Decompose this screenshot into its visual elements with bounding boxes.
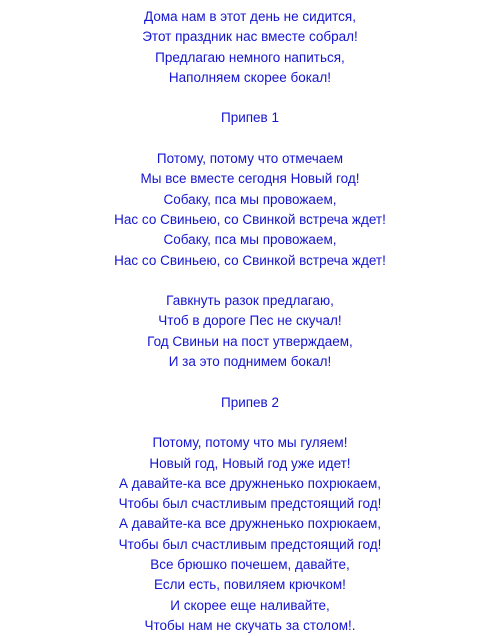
lyric-line: Новый год, Новый год уже идет! [149, 455, 351, 471]
lyric-line: Этот праздник нас вместе собрал! [142, 29, 358, 45]
lyric-line: Нас со Свиньею, со Свинкой встреча ждет! [114, 252, 386, 268]
chorus-heading: Припев 2 [220, 394, 279, 410]
verse-1 [0, 7, 500, 88]
stanza-gap [0, 372, 500, 392]
stanza-gap [0, 129, 500, 149]
lyric-line: Предлагаю немного напиться, [155, 49, 345, 65]
lyric-line: Собаку, пса мы провожаем, [163, 191, 337, 207]
lyric-line: Потому, потому что отмечаем [156, 151, 344, 167]
lyric-line: Дома нам в этот день не сидится, [144, 9, 356, 24]
lyric-line: Чтобы нам не скучать за столом!. [144, 617, 356, 633]
lyric-line: Чтобы был счастливым предстоящий год! [118, 496, 382, 512]
verse-2 [0, 291, 500, 372]
chorus-1-heading-block [0, 108, 500, 128]
lyric-line: А давайте-ка все дружненько похрюкаем, [119, 516, 381, 532]
lyric-line: Чтоб в дороге Пес не скучал! [158, 313, 342, 329]
lyric-line: Гавкнуть разок предлагаю, [166, 293, 334, 309]
lyric-line: Собаку, пса мы провожаем, [163, 232, 337, 248]
chorus-1 [0, 149, 500, 271]
lyric-line: Все брюшко почешем, давайте, [150, 557, 350, 573]
lyric-line: Если есть, повиляем крючком! [154, 577, 346, 593]
lyric-line: И скорее еще наливайте, [170, 597, 330, 613]
lyric-line: Нас со Свиньею, со Свинкой встреча ждет! [114, 211, 386, 227]
lyric-line: Наполняем скорее бокал! [168, 69, 332, 85]
lyric-line: Чтобы был счастливым предстоящий год! [118, 536, 382, 552]
lyric-line: И за это поднимем бокал! [168, 354, 332, 370]
stanza-gap [0, 88, 500, 108]
lyric-line: Год Свиньи на пост утверждаем, [147, 333, 353, 349]
chorus-heading: Припев 1 [220, 110, 279, 126]
lyric-line: А давайте-ка все дружненько похрюкаем, [119, 475, 381, 491]
chorus-2-heading-block [0, 393, 500, 413]
song-lyrics [0, 7, 500, 636]
lyric-line: Потому, потому что мы гуляем! [152, 435, 348, 451]
stanza-gap [0, 271, 500, 291]
stanza-gap [0, 413, 500, 433]
lyric-line: Мы все вместе сегодня Новый год! [140, 171, 360, 187]
chorus-2 [0, 433, 500, 636]
